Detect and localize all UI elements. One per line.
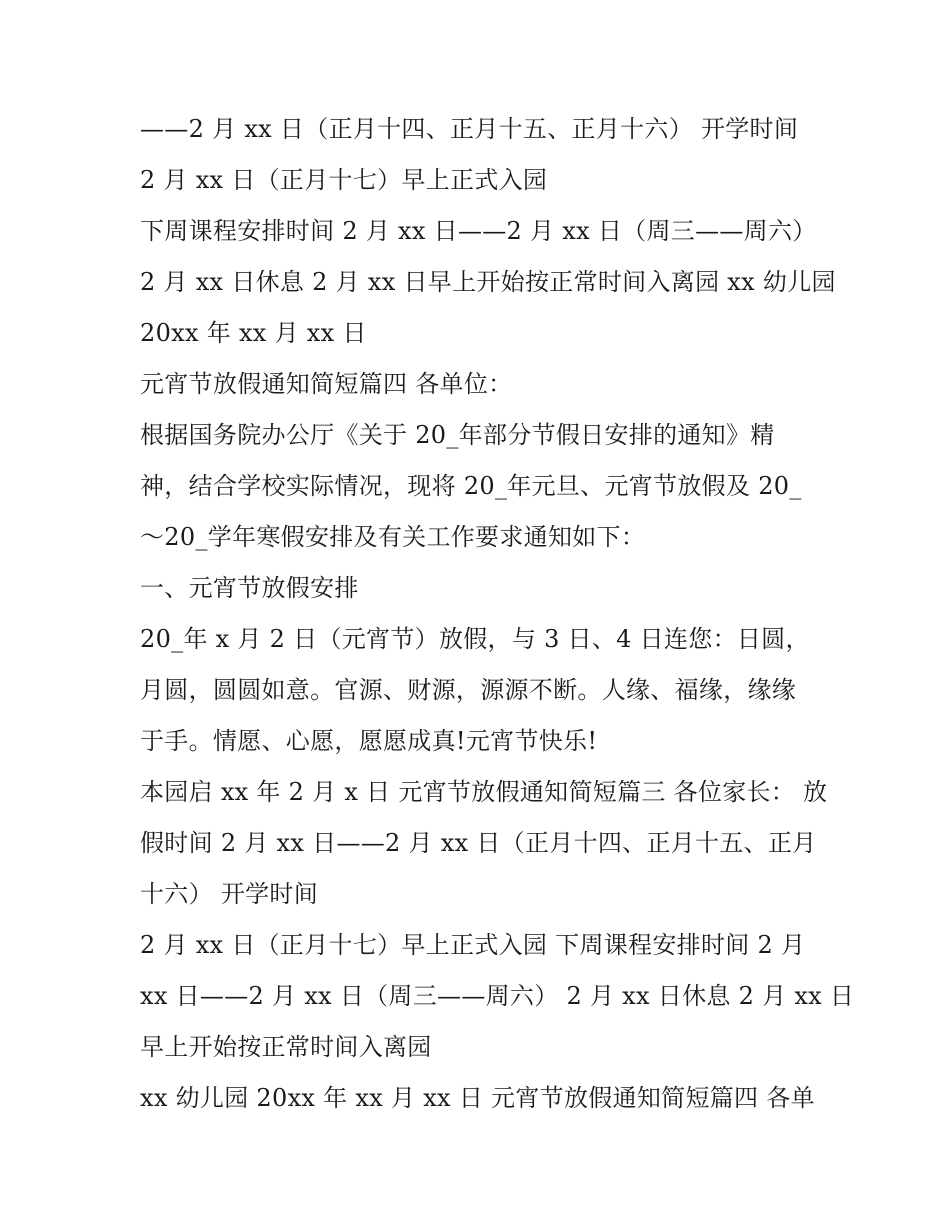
text-line: 2 月 xx 日（正月十七）早上正式入园 下周课程安排时间 2 月 <box>140 931 806 959</box>
text-line: 2 月 xx 日休息 2 月 xx 日早上开始按正常时间入离园 xx 幼儿园 <box>140 268 836 296</box>
text-line: 根据国务院办公厅《关于 20_年部分节假日安排的通知》精 <box>140 421 775 449</box>
text-line: 十六） 开学时间 <box>140 880 319 908</box>
text-line: 神，结合学校实际情况，现将 20_年元旦、元宵节放假及 20_ <box>140 472 802 500</box>
text-line: ——2 月 xx 日（正月十四、正月十五、正月十六） 开学时间 <box>140 115 799 143</box>
section-heading: 元宵节放假通知简短篇四 各单位： <box>140 370 513 398</box>
text-line: 下周课程安排时间 2 月 xx 日——2 月 xx 日（周三——周六） <box>140 217 817 245</box>
document-body <box>140 104 855 1124</box>
text-line: 20_年 x 月 2 日（元宵节）放假，与 3 日、4 日连您：日圆， <box>140 625 810 653</box>
text-line: 早上开始按正常时间入离园 <box>140 1033 432 1061</box>
subsection-heading: 一、元宵节放假安排 <box>140 574 359 602</box>
text-line: 假时间 2 月 xx 日——2 月 xx 日（正月十四、正月十五、正月 <box>140 829 817 857</box>
text-line: xx 幼儿园 20xx 年 xx 月 xx 日 元宵节放假通知简短篇四 各单 <box>140 1084 815 1112</box>
text-line: xx 日——2 月 xx 日（周三——周六） 2 月 xx 日休息 2 月 xx 日 <box>140 982 855 1010</box>
text-line: 2 月 xx 日（正月十七）早上正式入园 <box>140 166 548 194</box>
text-line: 本园启 xx 年 2 月 x 日 元宵节放假通知简短篇三 各位家长： 放 <box>140 778 828 806</box>
text-line: ～20_学年寒假安排及有关工作要求通知如下： <box>140 523 646 551</box>
text-line: 月圆，圆圆如意。官源、财源，源源不断。人缘、福缘，缘缘 <box>140 676 797 704</box>
text-line: 20xx 年 xx 月 xx 日 <box>140 319 367 347</box>
text-line: 于手。情愿、心愿，愿愿成真!元宵节快乐! <box>140 727 598 755</box>
